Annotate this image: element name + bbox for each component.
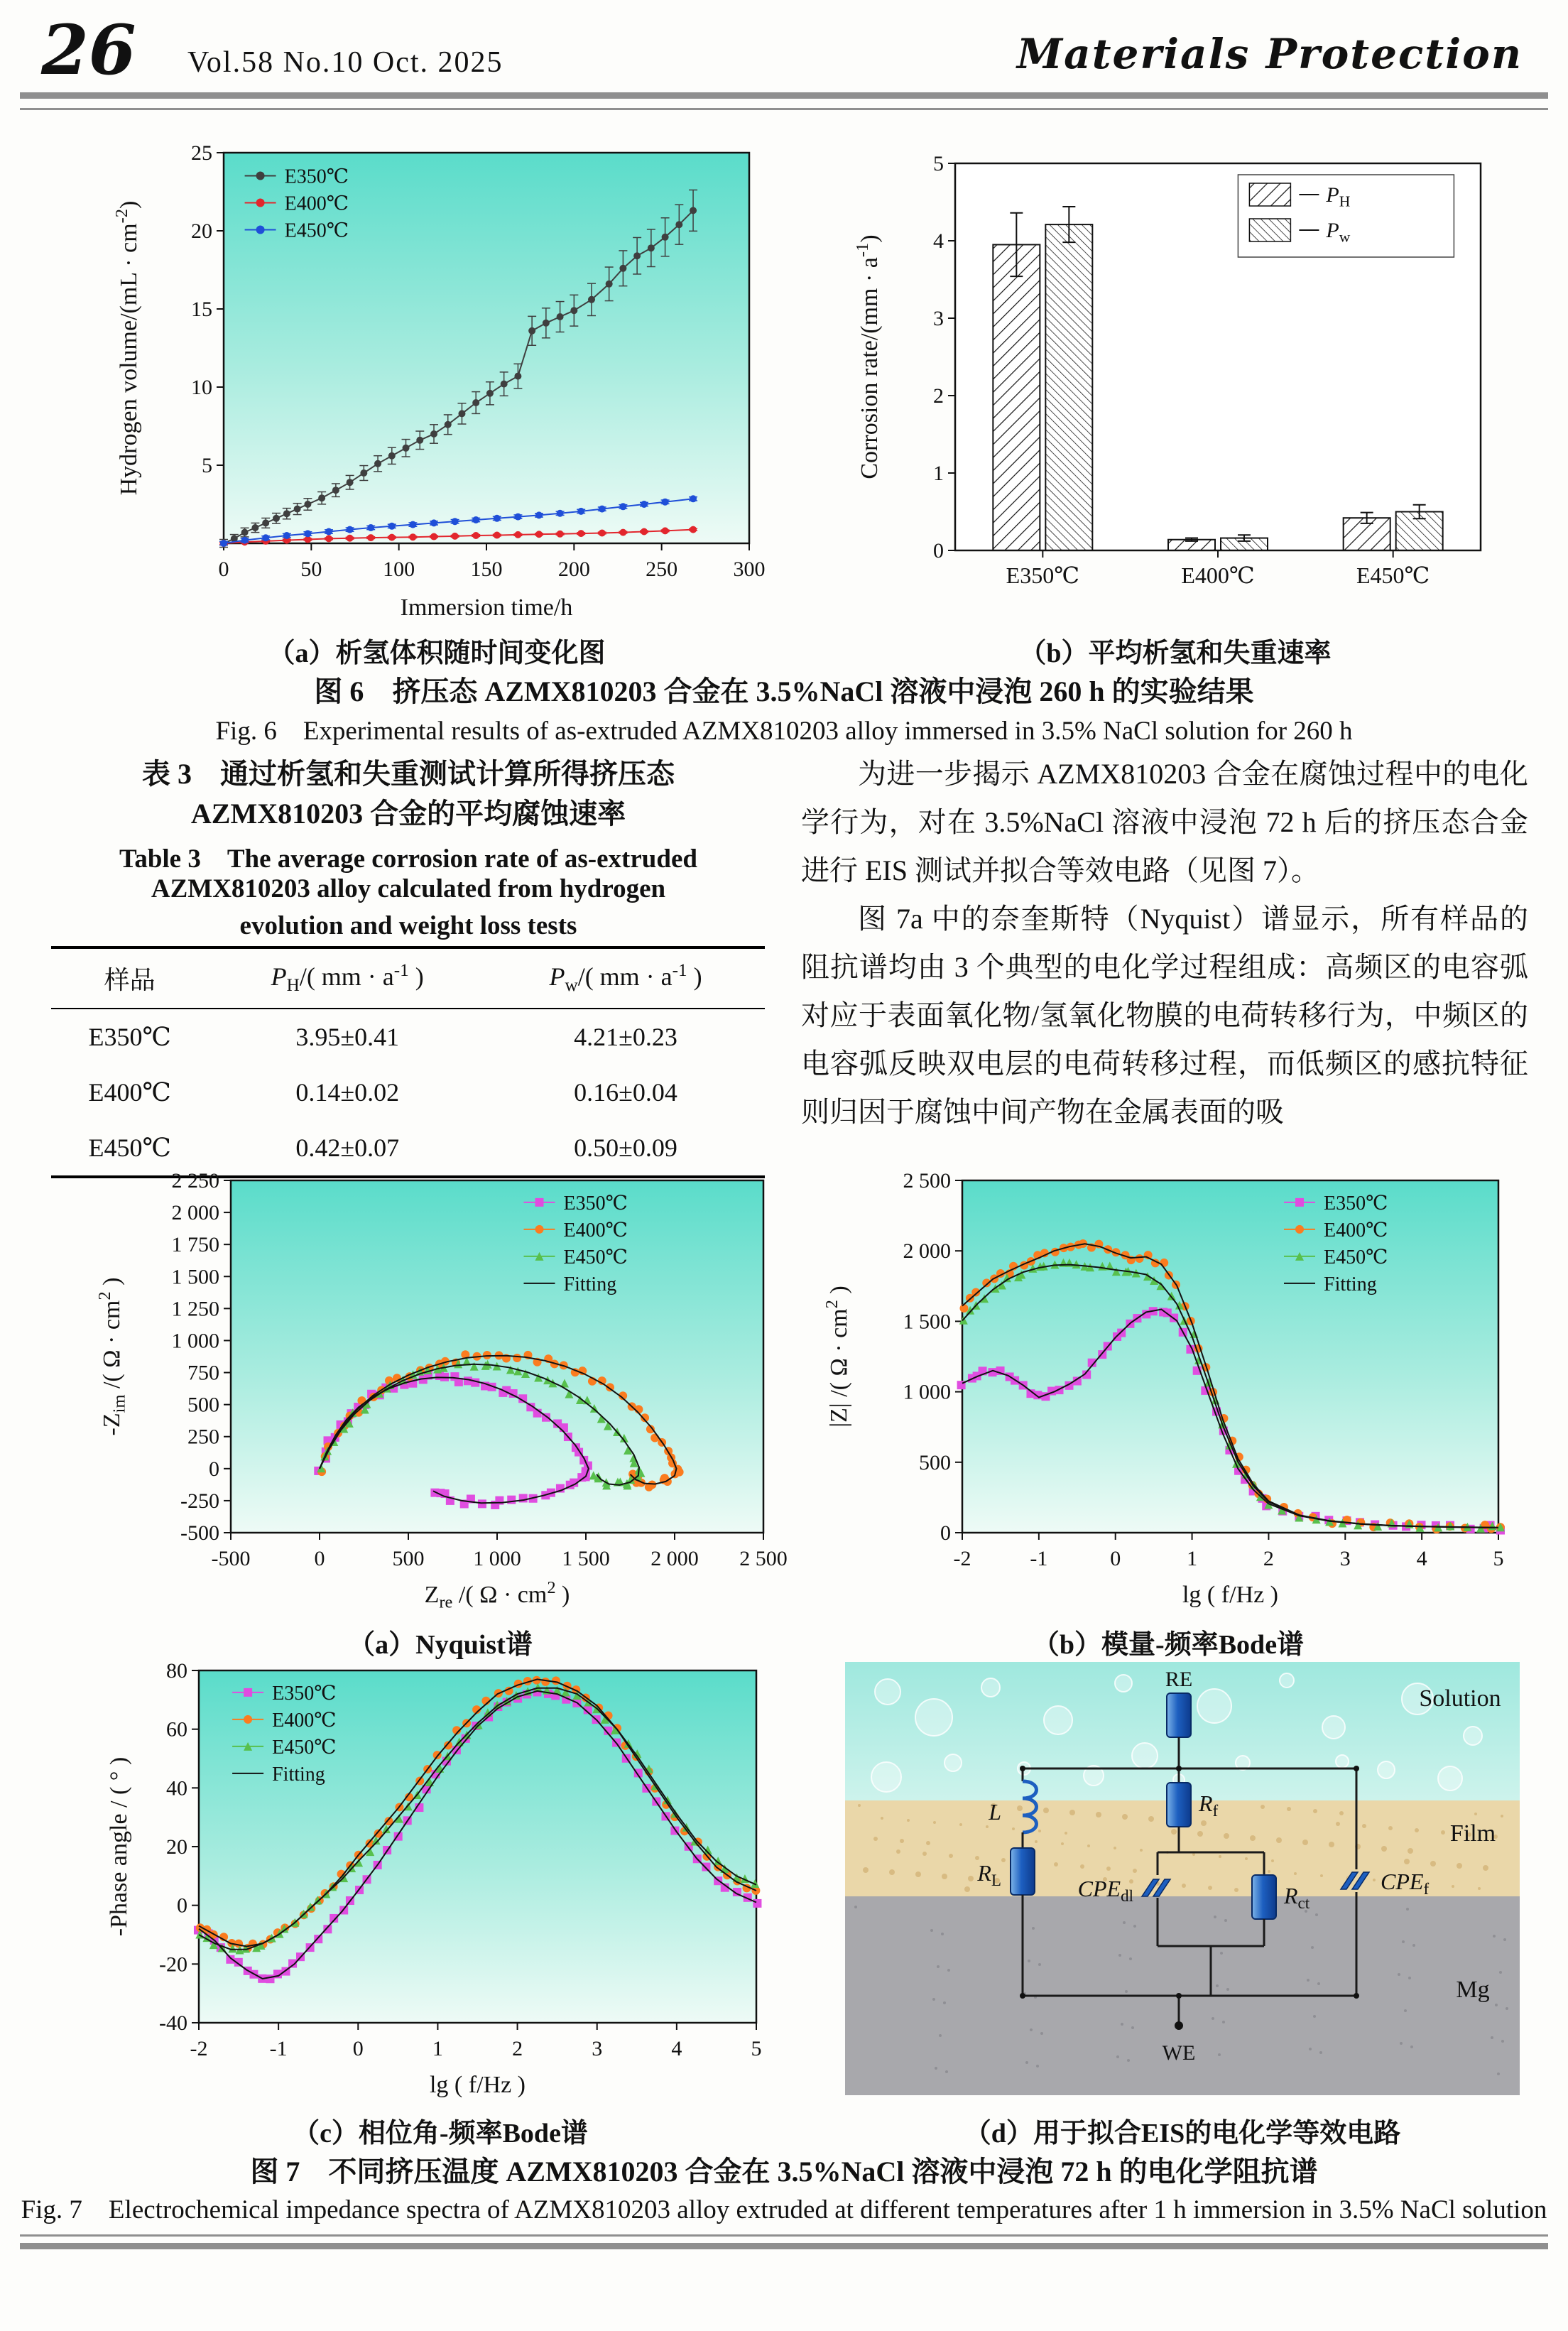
svg-text:250: 250 <box>187 1425 219 1449</box>
svg-text:25: 25 <box>191 142 212 165</box>
svg-text:5: 5 <box>933 152 944 175</box>
fig6-caption-en: Fig. 6 Experimental results of as-extruded AZMX810203 alloy immersed in 3.5% NaCl solution for 260 h <box>215 717 1353 746</box>
svg-text:-2: -2 <box>190 2037 208 2060</box>
svg-text:Mg: Mg <box>1456 1977 1490 2003</box>
svg-text:-250: -250 <box>180 1489 219 1513</box>
svg-text:3: 3 <box>933 307 944 330</box>
svg-text:E400℃: E400℃ <box>1181 563 1255 588</box>
fig7-caption-en: Fig. 7 Electrochemical impedance spectra of AZMX810203 alloy extruded at different temperatures after 1 h immersion in 3.5% NaCl solution <box>21 2195 1547 2224</box>
svg-text:1: 1 <box>1187 1547 1198 1570</box>
svg-text:1 750: 1 750 <box>171 1233 219 1257</box>
table-cell: 4.21±0.23 <box>574 1023 677 1051</box>
svg-text:750: 750 <box>187 1361 219 1385</box>
svg-text:-Zim /( Ω · cm2 ): $-Z_{im}$ /( $\Omega \cdot cm^2$ ) <box>95 1277 129 1436</box>
table-cell: 0.42±0.07 <box>208 1120 486 1177</box>
fig6-caption-zh: 图 6 挤压态 AZMX810203 合金在 3.5%NaCl 溶液中浸泡 260 h 的实验结果 <box>314 675 1254 707</box>
svg-text:0: 0 <box>218 558 229 581</box>
svg-text:E450℃: E450℃ <box>1324 1246 1388 1268</box>
fig7d-panel-caption: （d）用于拟合EIS的电化学等效电路 <box>964 2119 1401 2148</box>
table-cell: E400℃ <box>88 1078 171 1107</box>
svg-text:0: 0 <box>933 539 944 563</box>
table-cell: E350℃ <box>88 1023 171 1051</box>
svg-text:2 000: 2 000 <box>903 1239 951 1264</box>
table3-title-zh-line1: 表 3 通过析氢和失重测试计算所得挤压态 <box>142 758 675 790</box>
svg-text:Fitting: Fitting <box>272 1763 325 1786</box>
svg-text:CPEdl: $CPE_{dl}$ <box>1077 1876 1133 1906</box>
svg-text:2: 2 <box>933 384 944 408</box>
table-header-cell: 样品 <box>51 947 208 1009</box>
svg-text:1 500: 1 500 <box>171 1265 219 1289</box>
fig6b-corrosion-rate-bar-chart <box>838 142 1513 625</box>
svg-text:-500: -500 <box>211 1547 251 1570</box>
table3-title-en-line1: Table 3 The average corrosion rate of as-extruded <box>119 844 697 874</box>
svg-text:Hydrogen volume/(mL · cm-2): Hydrogen volume/(mL · $cm^{-2}$) <box>112 200 142 496</box>
svg-text:0: 0 <box>940 1521 951 1545</box>
svg-text:60: 60 <box>166 1717 187 1742</box>
svg-text:E400℃: E400℃ <box>1324 1219 1388 1241</box>
svg-text:Pw: $P_w$ <box>1326 219 1351 246</box>
svg-text:2 000: 2 000 <box>650 1547 699 1570</box>
table-row <box>51 1065 765 1120</box>
table-header-cell: $P_w/$( mm · $a^{-1}$ ) <box>486 947 765 1009</box>
svg-text:5: 5 <box>202 454 212 477</box>
svg-text:20: 20 <box>191 219 212 243</box>
svg-text:2: 2 <box>1263 1547 1274 1570</box>
svg-text:2 500: 2 500 <box>739 1547 788 1570</box>
svg-text:1 500: 1 500 <box>903 1310 951 1334</box>
body-paragraph-2: 图 7a 中的奈奎斯特（Nyquist）谱显示，所有样品的阻抗谱均由 3 个典型的电化学过程组成：高频区的电容弧对应于表面氧化物/氢氧化物膜的电荷转移行为，中频区的电容弧反映双电层的电荷转移过程，而低频区的感抗特征则归因于腐蚀中间产物在金属表面的吸 <box>801 903 1528 1128</box>
svg-text:1 000: 1 000 <box>473 1547 521 1570</box>
svg-text:20: 20 <box>166 1835 187 1859</box>
svg-text:250: 250 <box>646 558 678 581</box>
header-rule-thin <box>20 108 1548 110</box>
table-header-row <box>51 947 765 1009</box>
svg-text:50: 50 <box>300 558 322 581</box>
issue-info: Vol.58 No.10 Oct. 2025 <box>187 46 503 79</box>
fig7-caption-zh: 图 7 不同挤压温度 AZMX810203 合金在 3.5%NaCl 溶液中浸泡 72 h 的电化学阻抗谱 <box>250 2156 1318 2188</box>
svg-text:E450℃: E450℃ <box>284 219 349 242</box>
svg-text:1: 1 <box>933 462 944 485</box>
fig7a-panel-caption: （a）Nyquist谱 <box>348 1630 533 1660</box>
svg-text:3: 3 <box>592 2037 603 2060</box>
fig6b-panel-caption: （b）平均析氢和失重速率 <box>1019 639 1332 668</box>
svg-text:WE: WE <box>1162 2041 1196 2065</box>
fig7d-equivalent-circuit-diagram <box>845 1662 1520 2095</box>
svg-text:2 250: 2 250 <box>171 1172 219 1192</box>
svg-text:E350℃: E350℃ <box>1324 1192 1388 1215</box>
table-row <box>51 1009 765 1065</box>
svg-text:lg ( f/Hz ): lg ( f/Hz ) <box>429 2072 526 2098</box>
svg-text:4: 4 <box>1416 1547 1427 1570</box>
svg-text:Solution: Solution <box>1419 1685 1501 1712</box>
svg-text:PH: $P_H$ <box>1326 183 1351 210</box>
svg-text:1 500: 1 500 <box>562 1547 610 1570</box>
svg-text:Immersion time/h: Immersion time/h <box>400 594 573 621</box>
svg-text:-40: -40 <box>159 2011 187 2035</box>
journal-title: Materials Protection <box>1016 30 1523 78</box>
table-cell: 0.14±0.02 <box>295 1078 400 1107</box>
table-cell: 3.95±0.41 <box>295 1023 400 1051</box>
svg-text:E400℃: E400℃ <box>272 1709 337 1732</box>
svg-text:0: 0 <box>314 1547 325 1570</box>
svg-text:-500: -500 <box>180 1521 219 1545</box>
svg-text:150: 150 <box>470 558 503 581</box>
svg-text:300: 300 <box>733 558 766 581</box>
svg-text:lg ( f/Hz ): lg ( f/Hz ) <box>1182 1582 1279 1608</box>
svg-text:2: 2 <box>512 2037 523 2060</box>
table3-title-zh-line2: AZMX810203 合金的平均腐蚀速率 <box>190 798 626 830</box>
svg-text:E350℃: E350℃ <box>563 1192 628 1215</box>
svg-text:-1: -1 <box>269 2037 288 2060</box>
svg-text:15: 15 <box>191 298 212 321</box>
svg-text:E350℃: E350℃ <box>284 165 349 188</box>
svg-text:E450℃: E450℃ <box>1356 563 1430 588</box>
svg-text:1 000: 1 000 <box>903 1380 951 1404</box>
footer-rule-thick <box>20 2243 1548 2249</box>
table3-title-en-line3: evolution and weight loss tests <box>239 911 577 940</box>
svg-text:0: 0 <box>209 1457 219 1481</box>
fig7c-panel-caption: （c）相位角-频率Bode谱 <box>293 2119 588 2148</box>
svg-text:E400℃: E400℃ <box>563 1219 628 1241</box>
svg-text:CPEf: $CPE_f$ <box>1381 1869 1430 1898</box>
svg-text:-2: -2 <box>953 1547 971 1570</box>
svg-text:5: 5 <box>1493 1547 1504 1570</box>
body-text-column <box>801 750 1528 1136</box>
table-cell: 0.50±0.09 <box>486 1120 765 1177</box>
body-paragraph-1: 为进一步揭示 AZMX810203 合金在腐蚀过程中的电化学行为，对在 3.5%NaCl 溶液中浸泡 72 h 后的挤压态合金进行 EIS 测试并拟合等效电路（见图 7）。 <box>801 758 1528 886</box>
fig7b-panel-caption: （b）模量-频率Bode谱 <box>1032 1630 1305 1660</box>
table-cell: E450℃ <box>51 1120 208 1177</box>
svg-text:40: 40 <box>166 1776 187 1800</box>
fig7a-nyquist-plot <box>85 1172 795 1612</box>
svg-text:500: 500 <box>919 1450 951 1474</box>
fig6a-panel-caption: （a）析氢体积随时间变化图 <box>268 639 606 668</box>
svg-text:Film: Film <box>1449 1820 1496 1847</box>
svg-text:Fitting: Fitting <box>563 1273 617 1295</box>
svg-text:0: 0 <box>177 1893 187 1918</box>
svg-text:Zre /( Ω · cm2 ): $Z_{re}$ /( $\Omega \cdot cm^2$ ) <box>424 1578 570 1612</box>
svg-text:RE: RE <box>1165 1668 1193 1691</box>
svg-text:3: 3 <box>1339 1547 1351 1570</box>
svg-text:-Phase angle / ( ° ): -Phase angle / ( ° ) <box>106 1756 132 1937</box>
svg-text:E400℃: E400℃ <box>284 192 349 215</box>
svg-text:|Z| /( Ω · cm2 ): |Z| /( $\Omega \cdot cm^2$ ) <box>822 1286 852 1428</box>
table-header-cell: $P_H/$( mm · $a^{-1}$ ) <box>208 947 486 1009</box>
svg-text:0: 0 <box>1110 1547 1121 1570</box>
svg-text:Rct: $R_{ct}$ <box>1284 1883 1310 1913</box>
svg-text:E350℃: E350℃ <box>272 1682 337 1705</box>
fig7c-phase-angle-bode-plot <box>85 1662 795 2102</box>
svg-text:500: 500 <box>187 1393 219 1417</box>
svg-text:1 000: 1 000 <box>171 1329 219 1353</box>
svg-text:Rf: $R_f$ <box>1199 1791 1219 1820</box>
table-row <box>51 1120 765 1177</box>
header-rule-thick <box>20 92 1548 99</box>
svg-text:2 000: 2 000 <box>171 1201 219 1225</box>
page-number: 26 <box>41 10 136 90</box>
footer-rule-thin <box>20 2234 1548 2237</box>
corrosion-rate-table <box>51 946 765 1178</box>
table-body <box>51 1009 765 1177</box>
fig6a-hydrogen-volume-chart <box>99 142 774 625</box>
svg-text:E450℃: E450℃ <box>272 1736 337 1759</box>
svg-text:0: 0 <box>352 2037 364 2060</box>
svg-text:80: 80 <box>166 1662 187 1683</box>
svg-text:5: 5 <box>751 2037 762 2060</box>
svg-text:1 250: 1 250 <box>171 1297 219 1321</box>
svg-text:4: 4 <box>933 229 944 253</box>
svg-text:10: 10 <box>191 376 212 399</box>
svg-text:L: L <box>989 1799 1001 1825</box>
table-cell: 0.16±0.04 <box>574 1078 677 1107</box>
svg-text:2 500: 2 500 <box>903 1172 951 1192</box>
svg-text:-20: -20 <box>159 1952 187 1977</box>
svg-text:E450℃: E450℃ <box>563 1246 628 1268</box>
svg-text:100: 100 <box>383 558 415 581</box>
svg-text:Fitting: Fitting <box>1324 1273 1377 1295</box>
svg-text:-1: -1 <box>1030 1547 1048 1570</box>
svg-text:1: 1 <box>432 2037 443 2060</box>
svg-text:500: 500 <box>392 1547 425 1570</box>
svg-text:4: 4 <box>671 2037 682 2060</box>
svg-text:Corrosion rate/(mm · a-1): Corrosion rate/(mm · $a^{-1}$) <box>853 234 883 479</box>
svg-text:RL: $R_L$ <box>977 1860 1001 1890</box>
svg-text:E350℃: E350℃ <box>1006 563 1080 588</box>
svg-text:200: 200 <box>557 558 590 581</box>
table3-title-en-line2: AZMX810203 alloy calculated from hydrogen <box>151 874 666 903</box>
fig7b-impedance-modulus-bode-plot <box>810 1172 1527 1612</box>
